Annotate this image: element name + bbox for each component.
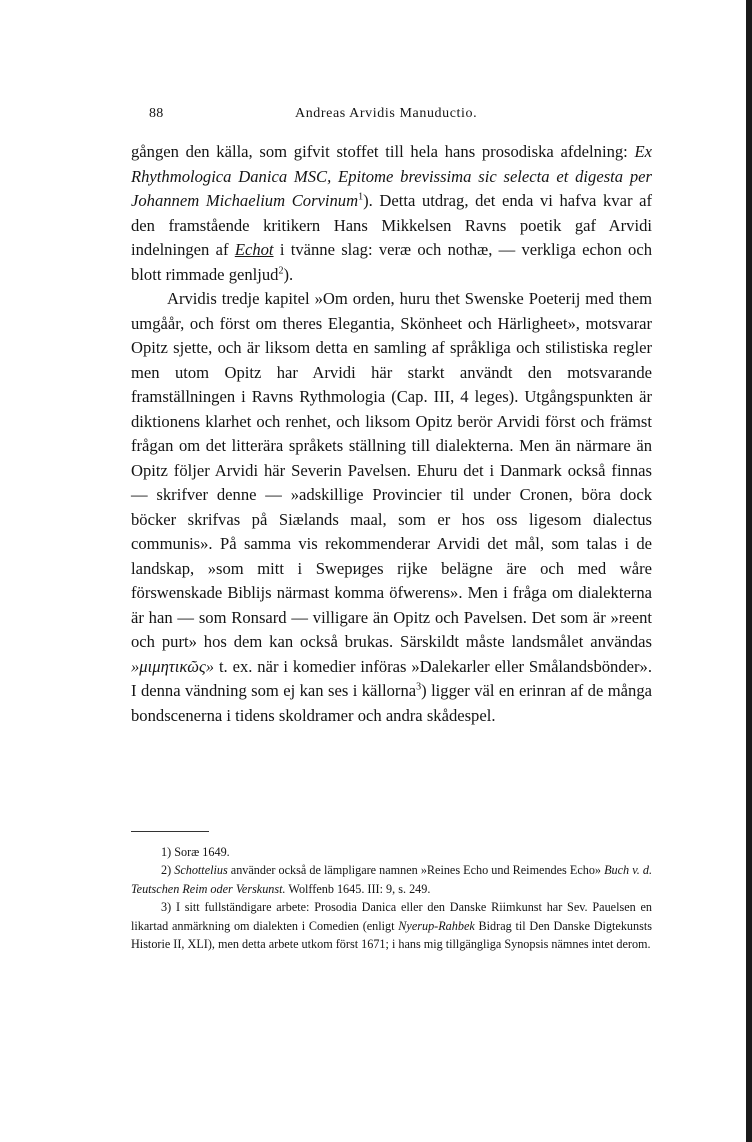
footnote-ref-3: 3 bbox=[416, 681, 422, 693]
underlined-echot: Echot bbox=[234, 240, 274, 259]
text-segment: ). bbox=[283, 264, 294, 284]
footnotes bbox=[131, 843, 652, 953]
footnote-1 bbox=[131, 843, 652, 861]
footnote-3 bbox=[131, 898, 652, 953]
footnote-ref-1: 1 bbox=[358, 191, 364, 203]
footnote-text: 2) bbox=[161, 863, 175, 878]
paragraph-1 bbox=[131, 140, 652, 287]
text-segment: ) ligger väl en erinran af de många bondscenerna i tidens skoldramer och andra skådespel. bbox=[131, 681, 652, 725]
footnote-2 bbox=[131, 861, 652, 898]
text-segment: gången den källa, som gifvit stoffet till hela hans prosodiska afdelning: bbox=[131, 142, 635, 161]
footnote-text: 1) Soræ 1649. bbox=[161, 845, 230, 859]
text-segment: ). Detta utdrag, det enda vi hafva kvar af den framstående kritikern Hans Mikkelsen Ravns poetik gaf Arvidi indelningen af bbox=[131, 191, 652, 259]
footnote-text: Bidrag til Den Danske Digtekunsts Historie II, XLI), men detta arbete utkom först 1671; i hans mig tillgängliga Synopsis nämnes intet derom. bbox=[131, 918, 652, 952]
scan-edge bbox=[746, 0, 752, 1142]
text-segment: t. ex. när i komedier införas »Dalekarler eller Smålandsbönder». I denna vändning som ej kan ses i källorna bbox=[131, 656, 652, 700]
footnote-text: använder också de lämpligare namnen »Reines Echo und Reimendes Echo» bbox=[227, 863, 605, 878]
footnote-ref-2: 2 bbox=[278, 264, 284, 276]
text-segment: i tvänne slag: veræ och nothæ, — verkliga echon och blott rimmade genljud bbox=[131, 240, 653, 284]
footnote-italic: Nyerup-Rahbek bbox=[398, 918, 475, 933]
footnote-divider bbox=[131, 831, 209, 832]
italic-title-rhythmologica: Ex Rhythmologica Danica MSC, Epitome brevissima sic selecta et digesta per Johannem Michaelium Corvinum bbox=[131, 142, 652, 210]
greek-word: »μιμητικῶς» bbox=[131, 656, 215, 676]
running-head bbox=[131, 106, 652, 126]
paragraph-2 bbox=[131, 287, 652, 728]
page-number: 88 bbox=[149, 106, 164, 121]
footnote-text: Wolffenb 1645. III: 9, s. 249. bbox=[285, 881, 431, 896]
running-title: Andreas Arvidis Manuductio. bbox=[295, 106, 478, 121]
main-text bbox=[131, 140, 652, 728]
footnote-italic: Buch v. d. Teutschen Reim oder Verskunst. bbox=[131, 863, 653, 896]
footnote-text: 3) I sitt fullständigare arbete: Prosodia Danica eller den Danske Riimkunst har Sev. Pauelsen en likartad anmärkning om dialekten i Comedien (enligt bbox=[131, 900, 652, 933]
footnote-italic: Schottelius bbox=[174, 863, 228, 878]
text-segment: Arvidis tredje kapitel »Om orden, huru thet Swenske Poeterij med them umgåår, och först om theres Elegantia, Skönheet och Härligheet», motsvarar Opitz sjette, och är liksom detta en samling af språkliga och stilistiska regler men utom Opitz har Arvidi här starkt användt den motsvarande framställningen i Ravns Rythmologia (Cap. III, 4 leges). Utgångspunkten är diktionens klarhet och renhet, och liksom Opitz berör Arvidi först och främst frågan om det litterära språkets ställning till dialekterna. Men än närmare än Opitz följer Arvidi här Severin Pavelsen. Ehuru det i Danmark också finnas — skrifver denne — »adskillige Provincier til under Cronen, böra dock böcker skrifvas på Siælands maal, som er hos oss ligesom dialectus communis». På samma vis rekommenderar Arvidi det mål, som talas i de landskap, »som mitt i Swериges rijke belägne äre och med wåre förswenskade Biblijs närmast komma öfwerens». Men i fråga om dialekterna är han — som Ronsard — villigare än Opitz och Pavelsen. Det som är »reent och purt» hos dem kan också brukas. Särskildt måste landsmålet användas bbox=[131, 289, 652, 651]
